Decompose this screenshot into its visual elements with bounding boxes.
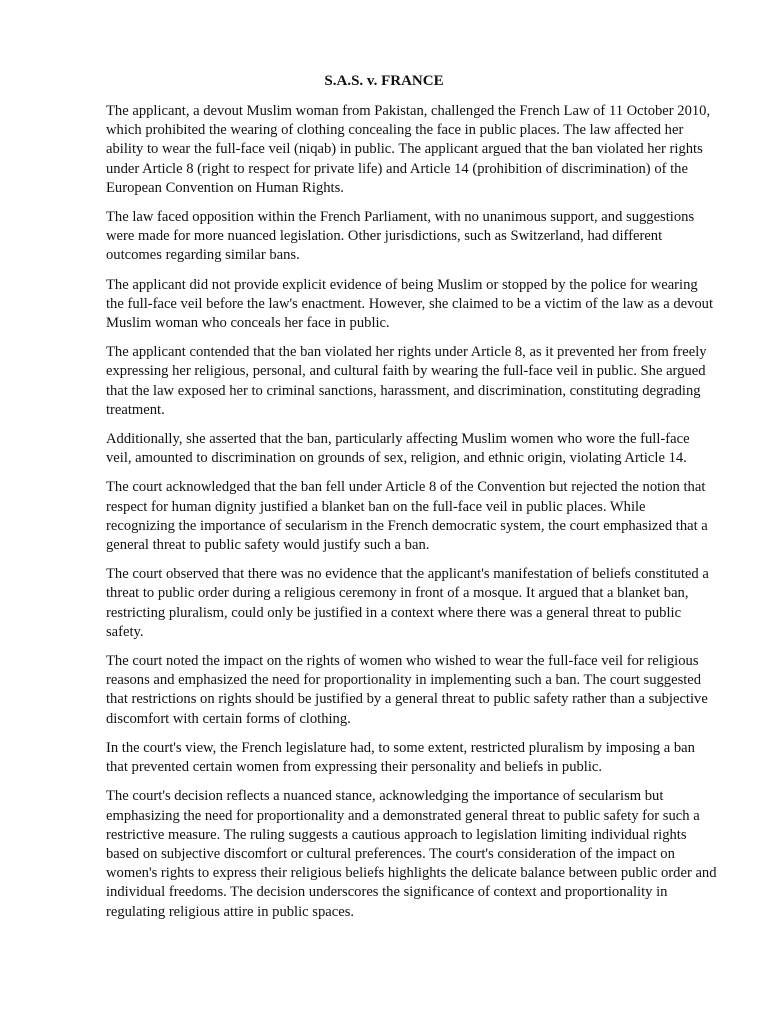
document-body xyxy=(106,102,718,932)
paragraph-2: The law faced opposition within the French Parliament, with no unanimous support, and suggestions were made for more nuanced legislation. Other jurisdictions, such as Switzerland, had different outcomes regarding similar bans. xyxy=(106,209,695,264)
paragraph-4: The applicant contended that the ban violated her rights under Article 8, as it prevented her from freely expressing her religious, personal, and cultural faith by wearing the full-face veil in public. She argued that the law exposed her to criminal sanctions, harassment, and discrimination, constituting degrading treatment. xyxy=(106,344,707,418)
paragraph-8: The court noted the impact on the rights of women who wished to wear the full-face veil for religious reasons and emphasized the need for proportionality in implementing such a ban. The court suggested that restrictions on rights should be justified by a general threat to public safety rather than a subjective discomfort with certain forms of clothing. xyxy=(106,653,708,727)
paragraph-7: The court observed that there was no evidence that the applicant's manifestation of beliefs constituted a threat to public order during a religious ceremony in front of a mosque. It argued that a blanket ban, restricting pluralism, could only be justified in a context where there was a general threat to public safety. xyxy=(106,566,709,640)
document-title: S.A.S. v. FRANCE xyxy=(324,73,444,89)
paragraph-1: The applicant, a devout Muslim woman from Pakistan, challenged the French Law of 11 October 2010, which prohibited the wearing of clothing concealing the face in public places. The law affected her ability to wear the full-face veil (niqab) in public. The applicant argued that the ban violated her rights under Article 8 (right to respect for private life) and Article 14 (prohibition of discrimination) of the European Convention on Human Rights. xyxy=(106,103,711,196)
paragraph-9: In the court's view, the French legislature had, to some extent, restricted pluralism by imposing a ban that prevented certain women from expressing their personality and beliefs in public. xyxy=(106,739,695,776)
paragraph-10: The court's decision reflects a nuanced stance, acknowledging the importance of secularism but emphasizing the need for proportionality and a demonstrated general threat to public safety for such a restrictive measure. The ruling suggests a cautious approach to legislation limiting individual rights based on subjective discomfort or cultural preferences. The court's consideration of the impact on women's rights to express their religious beliefs highlights the delicate balance between public order and individual freedoms. The decision underscores the significance of context and proportionality in regulating religious attire in public spaces. xyxy=(106,788,717,920)
paragraph-5: Additionally, she asserted that the ban, particularly affecting Muslim women who wore the full-face veil, amounted to discrimination on grounds of sex, religion, and ethnic origin, violating Article 14. xyxy=(106,431,690,467)
paragraph-3: The applicant did not provide explicit evidence of being Muslim or stopped by the police for wearing the full-face veil before the law's enactment. However, she claimed to be a victim of the law as a devout Muslim woman who conceals her face in public. xyxy=(106,276,714,332)
paragraph-6: The court acknowledged that the ban fell under Article 8 of the Convention but rejected the notion that respect for human dignity justified a blanket ban on the full-face veil in public places. While recognizing the importance of secularism in the French democratic system, the court emphasized that a general threat to public safety would justify such a ban. xyxy=(106,479,708,554)
